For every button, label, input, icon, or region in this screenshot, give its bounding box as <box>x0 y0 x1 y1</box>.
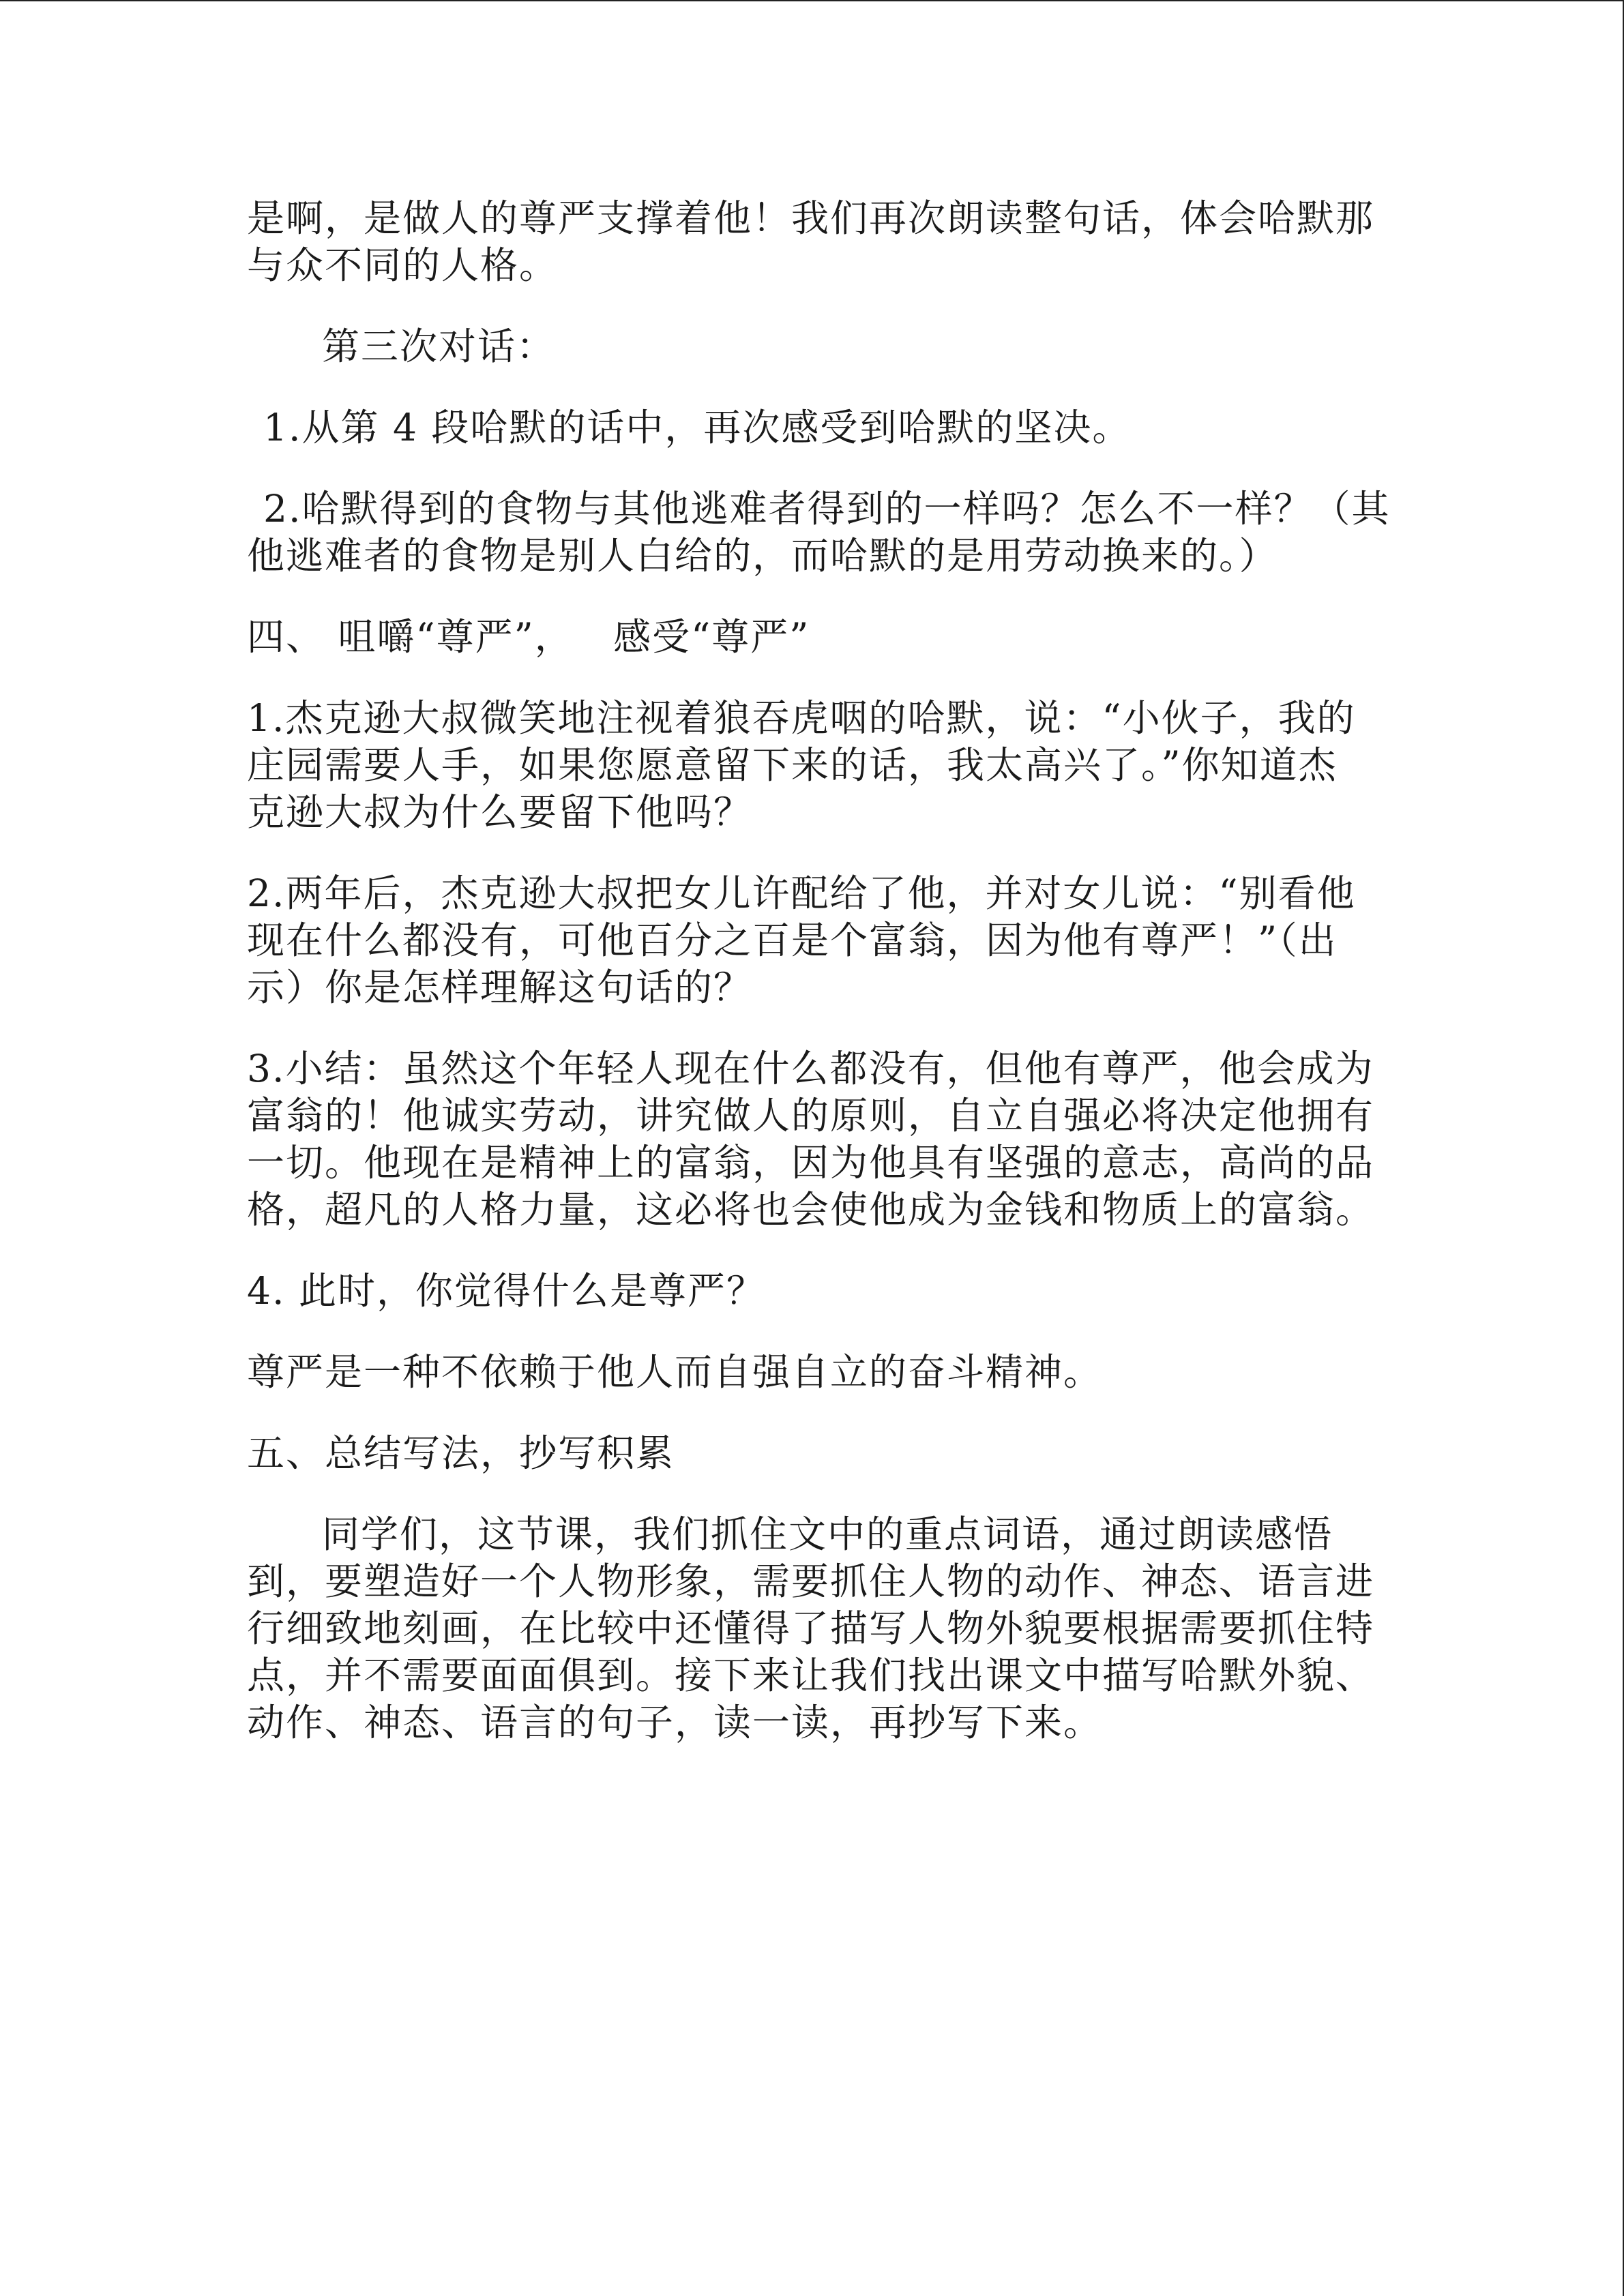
text-line: 他逃难者的食物是别人白给的，而哈默的是用劳动换来的。） <box>247 534 1278 578</box>
text-line: 2.两年后，杰克逊大叔把女儿许配给了他，并对女儿说：“别看他 <box>247 871 1356 915</box>
item-summary <box>247 1045 1375 1234</box>
text-line: 五、总结写法，抄写积累 <box>247 1431 675 1475</box>
text-line: 一切。他现在是精神上的富翁，因为他具有坚强的意志，高尚的品 <box>247 1141 1375 1184</box>
text-line: 是啊，是做人的尊严支撑着他！我们再次朗读整句话，体会哈默那 <box>247 196 1375 240</box>
text-line: 动作、神态、语言的句子，读一读，再抄写下来。 <box>247 1701 1103 1744</box>
text-line: 富翁的！他诚实劳动，讲究做人的原则，自立自强必将决定他拥有 <box>247 1094 1375 1137</box>
closing-paragraph <box>247 1511 1375 1746</box>
text-line: 4. 此时，你觉得什么是尊严？ <box>247 1269 765 1313</box>
paragraph-dignity-support <box>247 195 1375 289</box>
text-line: 3.小结：虽然这个年轻人现在什么都没有，但他有尊严，他会成为 <box>247 1047 1374 1090</box>
text-line: 同学们，这节课，我们抓住文中的重点词语，通过朗读感悟 <box>322 1512 1333 1556</box>
text-line: 庄园需要人手，如果您愿意留下来的话，我太高兴了。”你知道杰 <box>247 743 1338 787</box>
section-heading-five <box>247 1430 1365 1477</box>
section-heading-four <box>247 614 1365 661</box>
text-line: 到，要塑造好一个人物形象，需要抓住人物的动作、神态、语言进 <box>247 1560 1375 1603</box>
text-line: 现在什么都没有，可他百分之百是个富翁，因为他有尊严！”（出 <box>247 919 1338 962</box>
text-line: 1.杰克逊大叔微笑地注视着狼吞虎咽的哈默，说：“小伙子，我的 <box>247 696 1356 740</box>
text-line: 2.哈默得到的食物与其他逃难者得到的一样吗？怎么不一样？（其 <box>263 487 1391 531</box>
list-item-2 <box>247 486 1391 580</box>
heading-third-dialogue <box>247 323 1365 370</box>
text-line: 格，超凡的人格力量，这必将也会使他成为金钱和物质上的富翁。 <box>247 1188 1375 1232</box>
text-line: 克逊大叔为什么要留下他吗？ <box>247 790 753 834</box>
item-two-years-later <box>247 870 1365 1011</box>
text-line: 与众不同的人格。 <box>247 243 559 287</box>
item-jackson-smile <box>247 695 1365 836</box>
text-line: 示）你是怎样理解这句话的？ <box>247 966 753 1009</box>
text-line: 四、 咀嚼“尊严”， 感受“尊严” <box>247 615 810 659</box>
dignity-definition <box>247 1349 1365 1396</box>
text-line: 第三次对话： <box>322 325 556 368</box>
document-body <box>247 195 1391 1780</box>
text-line: 1.从第 4 段哈默的话中，再次感受到哈默的坚决。 <box>263 406 1132 449</box>
list-item-1 <box>247 404 1365 451</box>
text-line: 尊严是一种不依赖于他人而自强自立的奋斗精神。 <box>247 1350 1103 1394</box>
item-what-is-dignity <box>247 1268 1365 1315</box>
text-line: 点，并不需要面面俱到。接下来让我们找出课文中描写哈默外貌、 <box>247 1654 1375 1697</box>
text-line: 行细致地刻画，在比较中还懂得了描写人物外貌要根据需要抓住特 <box>247 1607 1375 1650</box>
